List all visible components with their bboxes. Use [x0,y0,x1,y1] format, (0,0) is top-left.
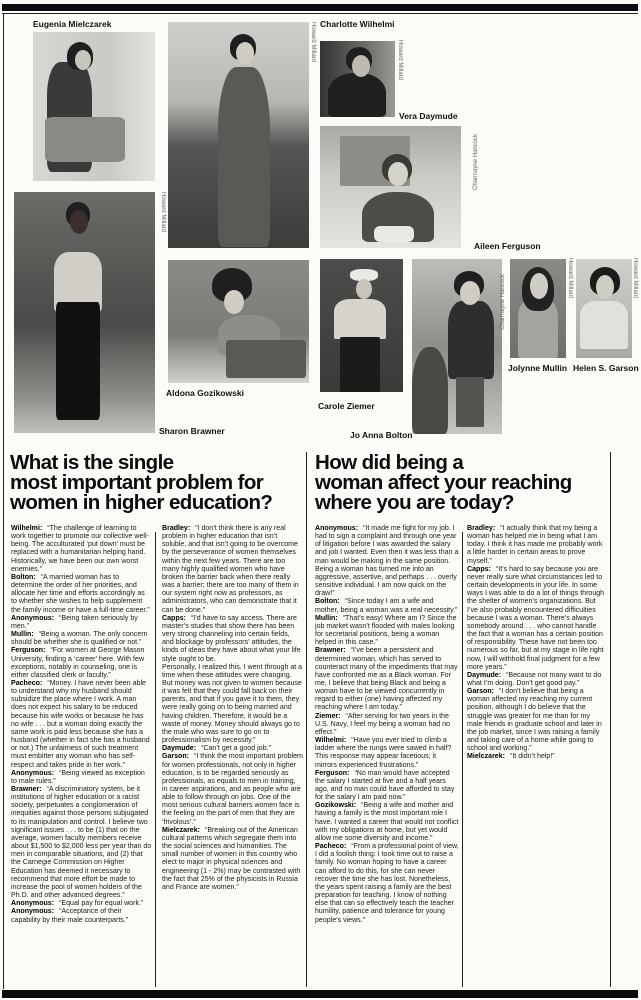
speaker: Wilhelmi: [11,525,43,532]
photo-credit: Howard Millard [160,192,166,233]
quote [162,525,303,615]
quote-text: “Being a woman. The only concern should be whether she is qualified or not.” [11,631,148,647]
speaker: Mullin: [315,614,338,622]
quote-text: “I think the most important problem for women professionals, not only in higher education, is to be regarded seriously as professionals, as equals to men in training, in career aspirations, and as people who are able to follow through on jobs. One of the most serious cultural barriers women face is the feeling on the part of men that they are ‘frivolous’.” [162,753,303,826]
quote-text: “I’d have to say access. There are master’s studies that show there has been very strong channeling into certain fields, and blockage by professors’ attitudes, the kinds of ideas they have about what your life style ought to be. [162,614,301,663]
quote-text: “It’s hard to say because you are never really sure what circumstances led to certain developments in your life. In some ways I was able to do a lot of things through the shelter of women’s organizations. But I’ve also probably encountered difficulties because I was a woman. There’s always somebody around . . . who cannot handle the fact that a woman has a certain position of responsibility. These have not been too numerous so far, but at my stage in life right now, I will withhold final judgment for a few more years.” [467,565,605,671]
speaker: Bolton: [315,598,340,606]
quote [11,786,152,900]
right-headline [315,453,572,513]
quote-text: “I don’t think there is any real problem in higher education that isn’t soluble, and that isn’t going to be overcome by the perseverance of women themselves within the next few years. There are too many highly qualified women who have broken the barrier back when there really was a barrier; there are too many of them in our system right now as professors, as administrators, who can demonstrate that it can be done.” [162,525,299,614]
quote [162,827,303,892]
quote-text: “That’s easy! Where am I? Since the job market wasn’t flooded with males looking for secretarial positions, being a woman helped in this case.” [315,614,457,647]
quote [11,908,152,924]
quote-text: “After serving for two years in the U.S. Navy, I feel my being a woman had no effect.” [315,712,451,736]
photo-mielczarek [33,32,155,181]
quote [11,680,152,770]
right-border [610,452,611,987]
quote [315,802,459,843]
speaker: Bradley: [162,525,191,532]
quote-text: “A discriminatory system, be it institutions of higher education or a racist society, perpetuates a conglomeration of inequities against those persons subjugated to its manipulation and control. I believe two significant issues . . . to be (1) that on the average, women faculty members receive about $1,500 to $2,000 less per year than do men in comparable situations, and (2) that the Carnegie Commission on Higher Education has deemed it necessary to recommend that more effort be made to increase the pool of women holders of the Ph.D. and other advanced degrees.” [11,786,152,900]
quote [315,647,459,712]
photo-ferguson [320,126,461,248]
quote [11,900,152,908]
speaker: Brawner: [315,647,346,655]
speaker: Garson: [162,753,190,761]
left-border [3,13,4,989]
quote [162,753,303,826]
quote [11,525,152,574]
quote-text: Personally, I realized this. I went through at a time when these attitudes were changing. But money was not given to women because it was felt that they could fall back on their parents, and that if you gave it to them, they were really going on to being married and having children. Therefore, it would be a waste of money. Money should always go to the male who was sure to go on to professionalism by necessity.” [162,663,303,745]
quote-text: “Equal pay for equal work.” [59,900,144,908]
speaker: Pacheco: [315,843,347,851]
quote-text: “Being a wife and mother and having a family is the most important role I have. I wanted a career that would not conflict with my obligations at home, but yet would allow me some diversity and income.” [315,802,459,842]
photo-credit: Howard Millard [397,40,403,81]
quote-text: “Have you ever tried to climb a ladder where the rungs were sawed in half? This response may appear facetious; it mirrors experienced frustrations.” [315,737,452,769]
quote-text: “From a professional point of view, I did a foolish thing: I took time out to raise a family. No woman hoping to have a career can afford to do this, for she can never recover the time she has lost. Nonetheless, the years spent raising a family are the best preparation for teaching. I know of nothing else that can so effectively teach the teacher humility, patience and tolerance for young people’s views.” [315,843,459,924]
photo-credit: Howard Millard [310,22,316,63]
photo-caption: Charlotte Wilhelmi [320,19,395,29]
headline-line: where you are today? [315,491,514,514]
speaker: Bradley: [467,525,496,532]
quote-text: “Being viewed as exception to male rules.” [11,769,145,785]
speaker: Brawner: [11,786,42,793]
headline-line: How did being a [315,451,464,474]
quote-text: “Since today I am a wife and mother, being a woman was a real necessity.” [315,598,458,614]
photo-credit: Charmayne Hancock [473,133,479,190]
quote-text: “It didn’t help!” [510,753,555,761]
speaker: Gozikowski: [315,802,357,810]
quote [315,525,459,598]
quote [315,843,459,925]
speaker: Bolton: [11,573,36,581]
headline-line: What is the single [10,451,174,474]
photo-credit: Howard Millard [632,258,638,299]
quote [467,688,607,753]
headline-line: most important problem for [10,471,264,494]
quote-text: “It made me fight for my job. I had to sign a complaint and through one year of litigation before I was awarded the salary and job I wanted. Even then it was less than a man would be making in the same position. Being a woman has turned me into an aggressive, assertive, and perhaps . . . overly sensitive individual. I am now quick on the draw!” [315,525,459,598]
photo-gozikowski [168,260,309,383]
photo-ziemer [320,259,403,392]
photo-caption: Sharon Brawner [159,426,225,436]
speaker: Anonymous: [11,900,55,908]
quote-text: “Can’t get a good job.” [201,745,271,753]
speaker: Capps: [467,565,491,573]
column-divider [155,532,156,987]
speaker: Ferguson: [315,769,350,777]
photo-caption: Jo Anna Bolton [350,430,413,440]
speaker: Daymude: [162,745,197,753]
photo-brawner [14,192,155,433]
quote [315,713,459,737]
quote-text: “Acceptance of their capability by their male counterparts.” [11,908,129,924]
quote [467,566,607,672]
quote [11,615,152,631]
speaker: Garson: [467,688,495,696]
quote-text: “A married woman has to determine the order of her priorities, and allocate her time and efforts accordingly as to whether she wishes to help supplement the family income or have a full-time career.” [11,573,150,614]
top-thin-rule [2,13,638,14]
photo-caption: Eugenia Mielczarek [33,19,112,29]
photo-caption: Vera Daymude [399,111,458,121]
speaker: Anonymous: [11,769,55,777]
headline-line: women in higher education? [10,491,273,514]
quote [162,664,303,746]
section-divider [306,452,307,987]
quote-text: “I actually think that my being a woman has helped me in being what I am today. I think it has made me probably work a little harder in certain areas to prove myself.” [467,525,603,565]
quote-text: “Breaking out of the American cultural patterns which segregate them into the social sciences and humanities. The small number of women in this country who elect to major in physical sciences and engineering (1 - 2%) may be contrasted with the fact that 25% of the physicists in Russia and France are women.” [162,826,301,891]
quote [162,745,303,753]
photo-credit: Howard Millard [567,258,573,299]
speaker: Mielczarek: [467,753,505,761]
quote [315,737,459,770]
left-col-1 [11,525,152,925]
quote-text: “I’ve been a persistent and determined woman, which has served to counteract many of the impediments that may have confronted me as a Black woman. For me, I believe that being Black and being a woman have to be viewed concurrently in regard to either (one) having affected my reaching where I am today.” [315,647,458,712]
quote-text: “For women at George Mason University, finding a ‘career’ here. With few exceptions, notably in counseling, one is either classified clerk or faculty.” [11,647,145,679]
left-headline [10,453,272,513]
quote-text: “Being taken seriously by men.” [11,614,138,630]
left-col-2 [162,525,303,892]
quote-text: “Money. I have never been able to understand why my husband should subsidize the place where I work. A man does not expect his salary to be reduced because his wife works or because he has no wife . . . but a woman doing exactly the same work is paid less because she has a husband (whether in fact she has a husband or not.) The unfairness of such treatment must embitter any woman who has self-respect and takes pride in her work.” [11,679,150,769]
right-col-2 [467,525,607,762]
quote-text: “The challenge of learning to work together to promote our collective well-being. The acculturated ‘put down’ must be replaced with a humanitarian helping hand. Historically, we have been our own worst enemies.” [11,525,149,573]
headline-line: woman affect your reaching [315,471,572,494]
quote [11,770,152,786]
photo-caption: Aldona Gozikowski [166,388,244,398]
photo-caption: Aileen Ferguson [474,241,541,251]
speaker: Ferguson: [11,647,46,655]
photo-mullin [510,259,566,358]
speaker: Wilhelmi: [315,737,347,745]
speaker: Anonymous: [315,525,359,532]
speaker: Daymude: [467,671,502,679]
photo-garson [576,259,632,358]
quote-text: “Because not many want to do what I’m doing. Don’t get good pay.” [467,671,602,687]
photo-daymude [320,41,395,117]
speaker: Capps: [162,614,186,622]
speaker: Ziemer: [315,712,341,720]
speaker: Anonymous: [11,908,55,916]
speaker: Pacheco: [11,679,43,687]
quote [11,631,152,647]
bottom-rule [2,990,638,998]
quote [467,753,607,761]
photo-credit: Charmayne Hancock [500,273,506,330]
quote [467,672,607,688]
quote [467,525,607,566]
photo-bolton [412,259,502,434]
quote [11,574,152,615]
photo-caption: Jolynne Mullin [508,363,568,373]
quote-text: “No man would have accepted the salary I started at five and a half years ago, and no man could have afforded to stay for the salary I am paid now.” [315,769,455,802]
speaker: Mielczarek: [162,826,200,834]
quote [315,598,459,614]
photo-wilhelmi [168,22,309,248]
quote [315,615,459,648]
column-divider [462,532,463,987]
quote [162,615,303,664]
quote-text: “I don’t believe that being a woman affected my reaching my current position, although I do believe that the struggle was greater for me than for my male friends in graduate school and later in the job market, since I was raising a family and taking care of a home while going to school and working.” [467,688,602,753]
top-rule [2,4,638,11]
photo-caption: Helen S. Garson [573,363,639,373]
right-col-1 [315,525,459,925]
speaker: Mullin: [11,631,34,639]
speaker: Anonymous: [11,614,55,622]
photo-caption: Carole Ziemer [318,401,375,411]
quote [315,770,459,803]
quote [11,647,152,680]
